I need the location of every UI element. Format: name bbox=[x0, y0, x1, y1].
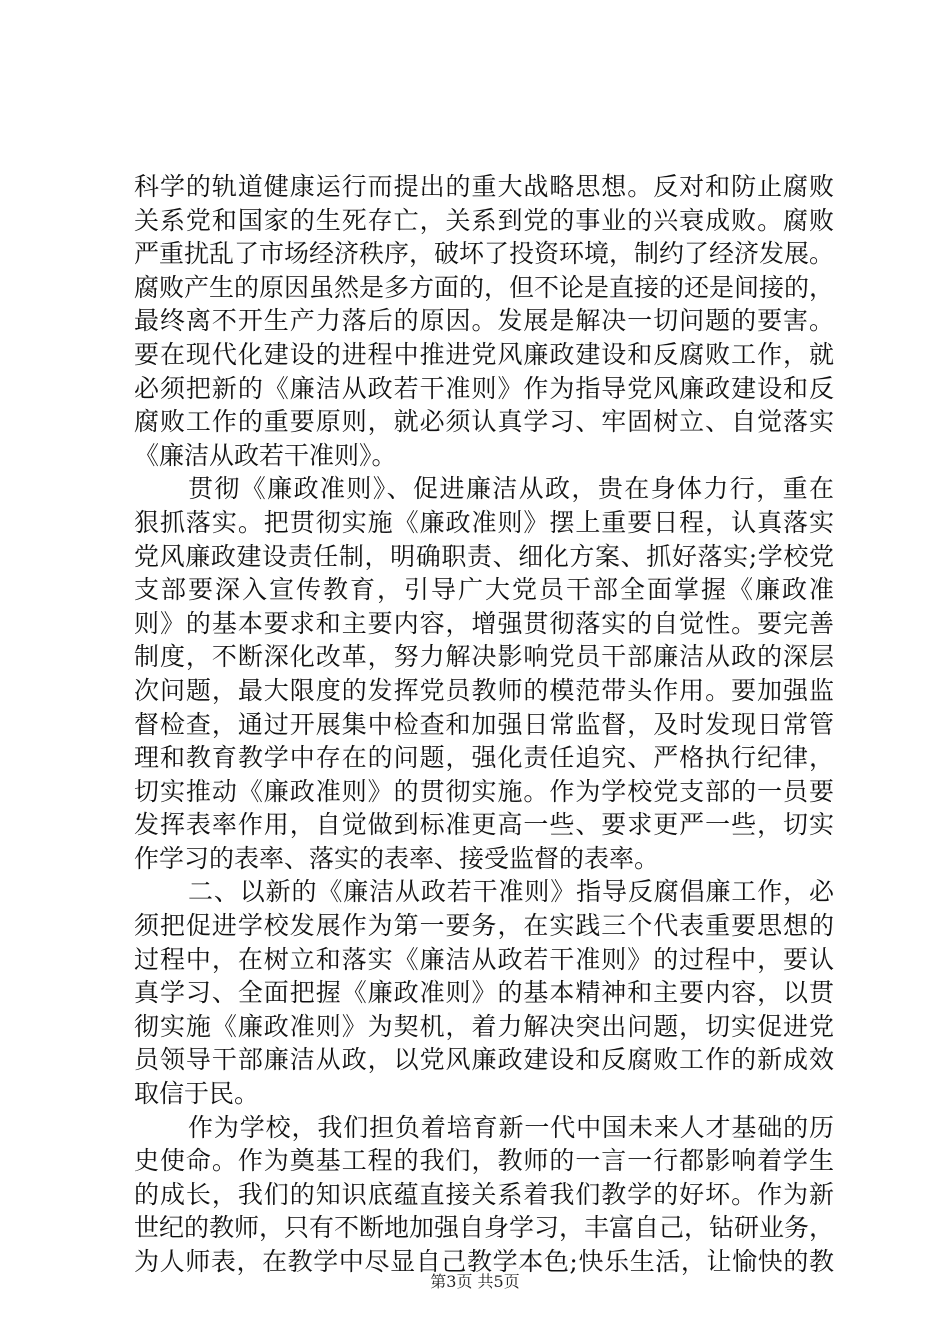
text-line: 贯彻《廉政准则》、促进廉洁从政，贵在身体力行，重在 bbox=[188, 474, 834, 504]
text-line: 腐败工作的重要原则，就必须认真学习、牢固树立、自觉落实 bbox=[134, 407, 834, 437]
text-line: 作学习的表率、落实的表率、接受监督的表率。 bbox=[134, 843, 660, 873]
page-footer bbox=[0, 1272, 950, 1292]
text-line: 党风廉政建设责任制，明确职责、细化方案、抓好落实;学校党 bbox=[134, 541, 834, 571]
text-line: 制度，不断深化改革，努力解决影响党员干部廉洁从政的深层 bbox=[134, 642, 834, 672]
text-line: 员领导干部廉洁从政，以党风廉政建设和反腐败工作的新成效 bbox=[134, 1045, 834, 1075]
text-line: 关系党和国家的生死存亡，关系到党的事业的兴衰成败。腐败 bbox=[134, 205, 834, 235]
text-line: 彻实施《廉政准则》为契机，着力解决突出问题，切实促进党 bbox=[134, 1011, 834, 1041]
text-line: 狠抓落实。把贯彻实施《廉政准则》摆上重要日程，认真落实 bbox=[134, 507, 834, 537]
text-line: 史使命。作为奠基工程的我们，教师的一言一行都影响着学生 bbox=[134, 1146, 834, 1176]
text-line: 则》的基本要求和主要内容，增强贯彻落实的自觉性。要完善 bbox=[134, 608, 834, 638]
document-body bbox=[134, 170, 834, 1279]
text-line: 最终离不开生产力落后的原因。发展是解决一切问题的要害。 bbox=[134, 306, 834, 336]
text-line: 为人师表，在教学中尽显自己教学本色;快乐生活，让愉快的教 bbox=[134, 1247, 834, 1276]
text-line: 理和教育教学中存在的问题，强化责任追究、严格执行纪律， bbox=[134, 743, 834, 773]
text-line: 须把促进学校发展作为第一要务，在实践三个代表重要思想的 bbox=[134, 911, 834, 941]
text-line: 世纪的教师，只有不断地加强自身学习，丰富自己，钻研业务， bbox=[134, 1213, 835, 1243]
text-line: 发挥表率作用，自觉做到标准更高一些、要求更严一些，切实 bbox=[134, 810, 834, 840]
text-line: 科学的轨道健康运行而提出的重大战略思想。反对和防止腐败 bbox=[134, 172, 834, 201]
text-line: 作为学校，我们担负着培育新一代中国未来人才基础的历 bbox=[188, 1112, 834, 1142]
text-line: 二、以新的《廉洁从政若干准则》指导反腐倡廉工作，必 bbox=[188, 877, 834, 907]
text-line: 支部要深入宣传教育，引导广大党员干部全面掌握《廉政准 bbox=[134, 575, 834, 605]
text-line: 严重扰乱了市场经济秩序，破坏了投资环境，制约了经济发展。 bbox=[134, 239, 835, 269]
text-line: 次问题，最大限度的发挥党员教师的模范带头作用。要加强监 bbox=[134, 675, 834, 705]
text-line: 《廉洁从政若干准则》。 bbox=[134, 440, 397, 470]
text-line: 切实推动《廉政准则》的贯彻实施。作为学校党支部的一员要 bbox=[134, 776, 834, 806]
text-line: 必须把新的《廉洁从政若干准则》作为指导党风廉政建设和反 bbox=[134, 373, 834, 403]
text-line: 腐败产生的原因虽然是多方面的，但不论是直接的还是间接的， bbox=[134, 272, 835, 302]
text-line: 的成长，我们的知识底蕴直接关系着我们教学的好坏。作为新 bbox=[134, 1179, 834, 1209]
text-line: 过程中，在树立和落实《廉洁从政若干准则》的过程中，要认 bbox=[134, 944, 834, 974]
text-line: 真学习、全面把握《廉政准则》的基本精神和主要内容，以贯 bbox=[134, 978, 834, 1008]
text-line: 督检查，通过开展集中检查和加强日常监督，及时发现日常管 bbox=[134, 709, 834, 739]
paragraph-2 bbox=[134, 472, 834, 875]
text-line: 要在现代化建设的进程中推进党风廉政建设和反腐败工作，就 bbox=[134, 339, 834, 369]
paragraph-3 bbox=[134, 875, 834, 1110]
page-number-label: 第3页 共5页 bbox=[430, 1272, 520, 1291]
paragraph-4 bbox=[134, 1111, 834, 1279]
text-line: 取信于民。 bbox=[134, 1079, 260, 1109]
paragraph-1 bbox=[134, 170, 834, 472]
